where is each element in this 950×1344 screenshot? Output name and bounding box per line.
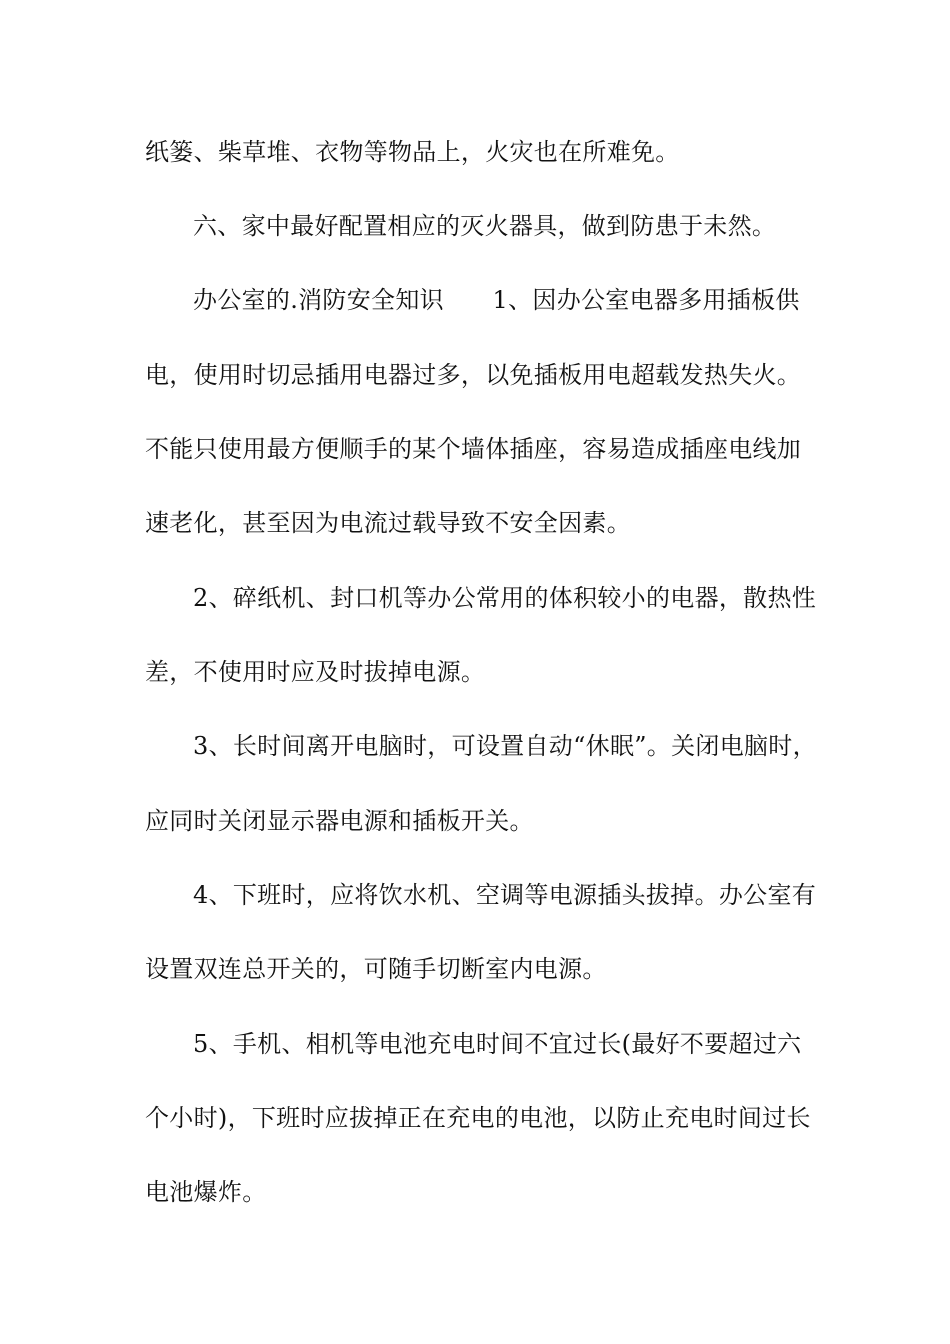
text-line: 3、长时间离开电脑时，可设置自动“休眠”。关闭电脑时， xyxy=(193,732,817,760)
text-line: 应同时关闭显示器电源和插板开关。 xyxy=(145,807,534,835)
text-line: 办公室的.消防安全知识 1、因办公室电器多用插板供 xyxy=(193,286,800,314)
text-line: 4、下班时，应将饮水机、空调等电源插头拔掉。办公室有 xyxy=(193,881,817,909)
text-line: 不能只使用最方便顺手的某个墙体插座，容易造成插座电线加 xyxy=(145,435,802,463)
text-line: 设置双连总开关的，可随手切断室内电源。 xyxy=(145,955,607,983)
text-line: 电，使用时切忌插用电器过多，以免插板用电超载发热失火。 xyxy=(145,361,802,389)
text-line: 个小时)，下班时应拔掉正在充电的电池，以防止充电时间过长 xyxy=(145,1104,811,1132)
text-line: 电池爆炸。 xyxy=(145,1178,267,1206)
text-line: 纸篓、柴草堆、衣物等物品上，火灾也在所难免。 xyxy=(145,138,680,166)
text-line: 差，不使用时应及时拔掉电源。 xyxy=(145,658,486,686)
text-line: 六、家中最好配置相应的灭火器具，做到防患于未然。 xyxy=(193,212,777,240)
text-line: 速老化，甚至因为电流过载导致不安全因素。 xyxy=(145,509,631,537)
text-line: 2、碎纸机、封口机等办公常用的体积较小的电器，散热性 xyxy=(193,584,817,612)
text-line: 5、手机、相机等电池充电时间不宜过长(最好不要超过六 xyxy=(193,1030,802,1058)
